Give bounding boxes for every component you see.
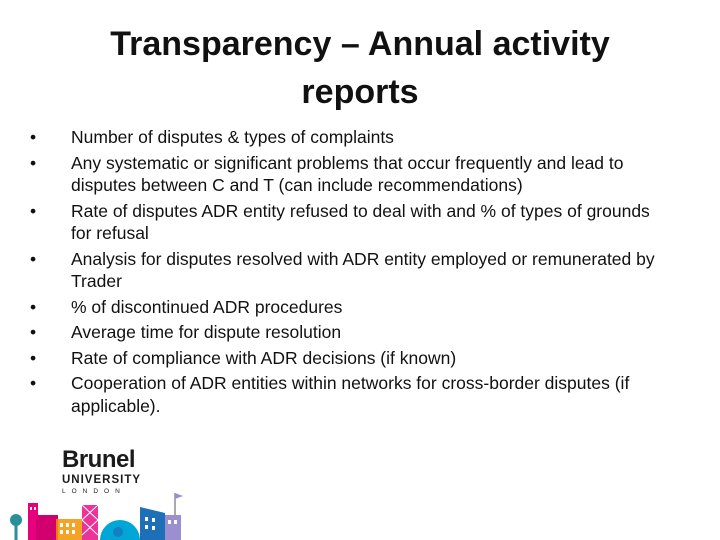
bullet-item (30, 152, 670, 197)
bullet-item (30, 372, 670, 417)
bullet-text: % of discontinued ADR procedures (71, 296, 343, 317)
bullet-marker: • (30, 152, 37, 173)
flag (175, 493, 183, 499)
bullet-marker: • (30, 200, 37, 221)
bullet-marker: • (30, 347, 37, 368)
bullet-item (30, 321, 670, 344)
bullet-item (30, 296, 670, 319)
bullet-text: Average time for dispute resolution (71, 322, 342, 342)
slide-title-line-1: Transparency – Annual activity (110, 25, 610, 63)
bullet-text: Cooperation of ADR entities within networks for cross-border disputes (if applicable). (71, 373, 630, 416)
slide-title-line-2: reports (301, 73, 419, 111)
skyline-graphic (0, 485, 200, 540)
bullet-text: Any systematic or significant problems that occur frequently and lead to disputes between C and T (can include recommendations) (71, 152, 624, 195)
bullet-marker: • (30, 296, 37, 317)
logo-city: LONDON (62, 488, 126, 495)
bullet-item (30, 248, 670, 293)
bullet-text: Rate of disputes ADR entity refused to deal with and % of types of grounds for refusal (71, 200, 650, 243)
magenta-block (36, 515, 58, 540)
bullet-marker: • (30, 127, 37, 147)
lollipop-head (10, 514, 22, 526)
bullet-text: Rate of compliance with ADR decisions (if known) (71, 347, 457, 368)
bullet-item (30, 126, 670, 149)
logo-brand: Brunel (62, 446, 136, 473)
slide-title (60, 20, 660, 116)
blue-building (140, 507, 165, 540)
bullet-marker: • (30, 322, 37, 342)
orange-building (56, 519, 82, 540)
lavender-tower (165, 515, 181, 540)
bullet-item (30, 200, 670, 245)
bullet-marker: • (30, 248, 37, 269)
bullet-text: Number of disputes & types of complaints (71, 127, 394, 147)
logo-university: UNIVERSITY (62, 474, 142, 486)
bullet-text: Analysis for disputes resolved with ADR entity employed or remunerated by Trader (71, 248, 655, 291)
bullet-list (30, 126, 670, 420)
bullet-marker: • (30, 373, 37, 393)
bullet-item (30, 347, 670, 370)
